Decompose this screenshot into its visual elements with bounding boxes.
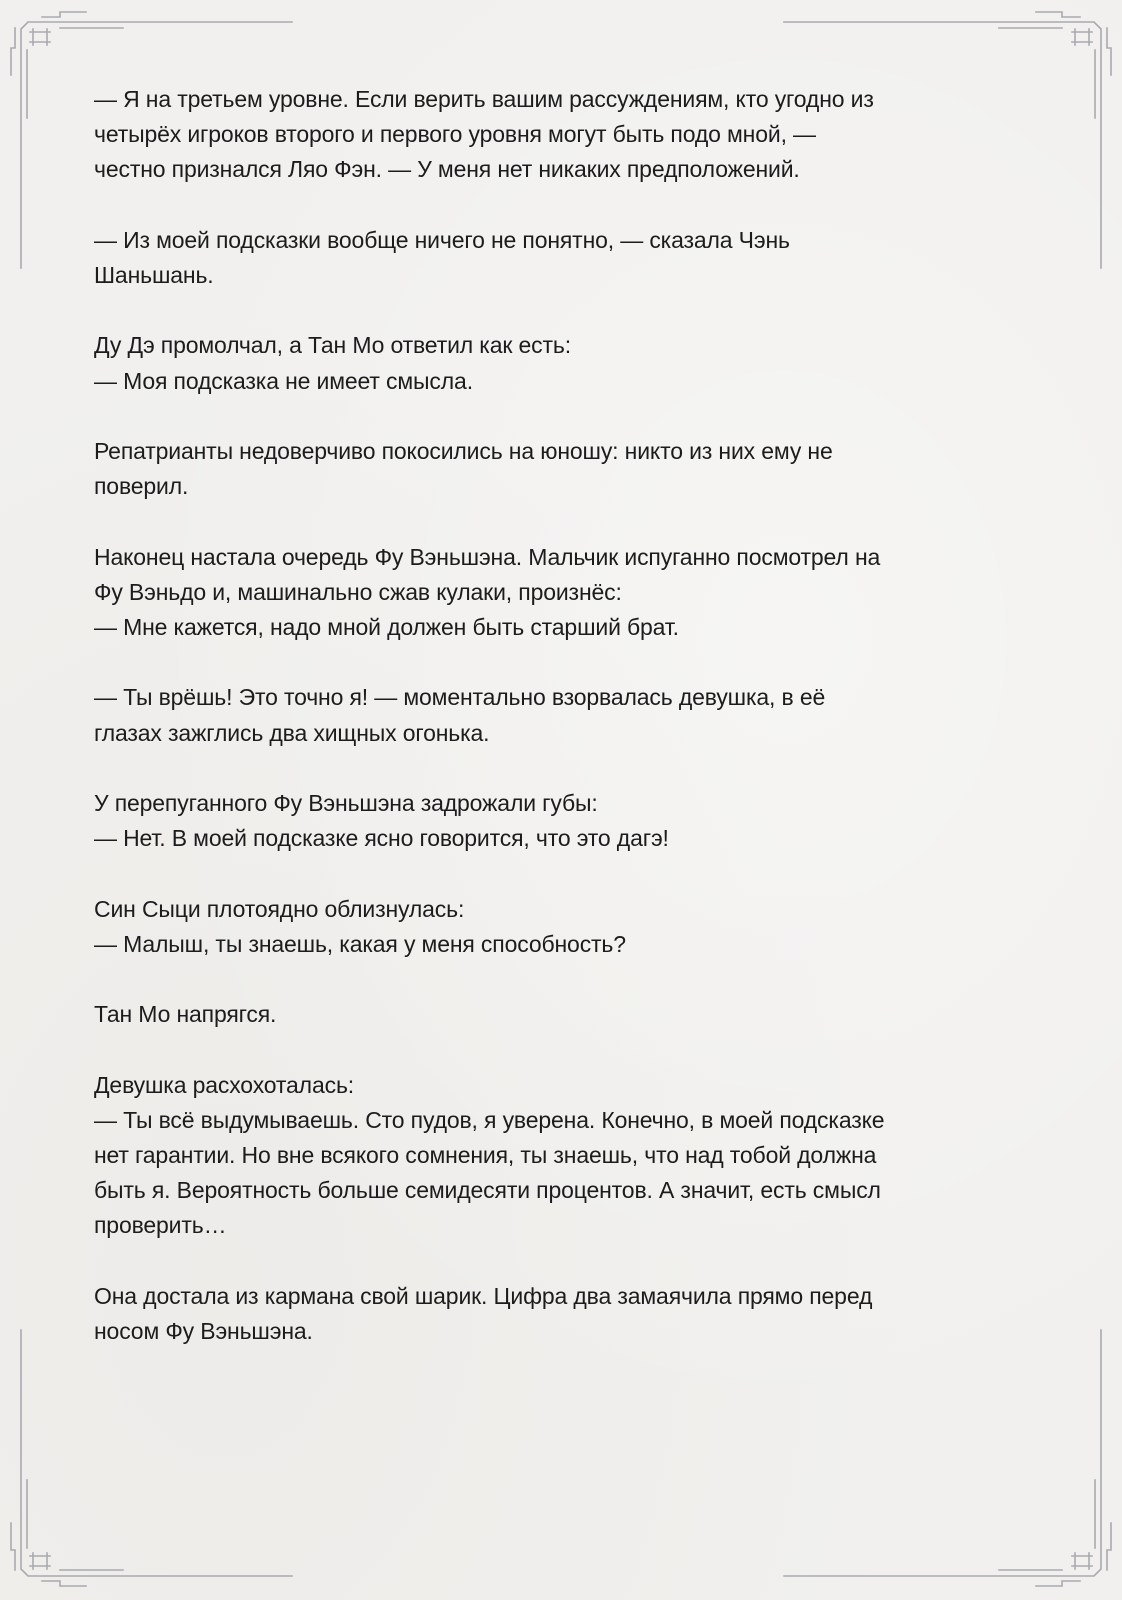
paragraph (94, 1068, 1034, 1244)
text-line: — Я на третьем уровне. Если верить вашим рассуждениям, кто угодно из (94, 86, 874, 112)
text-line: быть я. Вероятность больше семидесяти процентов. А значит, есть смысл (94, 1177, 881, 1204)
paragraph (94, 997, 1034, 1032)
paragraph (94, 328, 1034, 398)
text-line: — Малыш, ты знаешь, какая у меня способность? (94, 930, 626, 957)
paragraph (94, 223, 1034, 293)
text-line: — Ты всё выдумываешь. Сто пудов, я уверена. Конечно, в моей подсказке (94, 1106, 885, 1133)
text-line: — Нет. В моей подсказке ясно говорится, что это дагэ! (94, 825, 669, 852)
text-line: глазах зажглись два хищных огонька. (94, 719, 490, 746)
text-line: поверил. (94, 473, 189, 500)
text-line: Ду Дэ промолчал, а Тан Мо ответил как есть: (94, 332, 571, 359)
paragraph (94, 786, 1034, 856)
paragraph (94, 892, 1034, 962)
document-body (94, 82, 1034, 1384)
text-line: четырёх игроков второго и первого уровня могут быть подо мной, — (94, 121, 816, 148)
text-line: — Ты врёшь! Это точно я! — моментально взорвалась девушка, в её (94, 684, 826, 711)
text-line: Девушка расхохоталась: (94, 1071, 355, 1098)
text-line: Тан Мо напрягся. (94, 1001, 277, 1028)
text-line: Репатрианты недоверчиво покосились на юношу: никто из них ему не (94, 437, 833, 464)
text-line: Син Сыци плотоядно облизнулась: (94, 895, 465, 922)
paragraph (94, 1279, 1034, 1349)
paragraph (94, 680, 1034, 750)
text-line: — Из моей подсказки вообще ничего не понятно, — сказала Чэнь (94, 226, 790, 253)
text-line: Шаньшань. (94, 262, 214, 288)
text-line: — Мне кажется, надо мной должен быть старший брат. (94, 613, 679, 640)
text-line: Наконец настала очередь Фу Вэньшэна. Мальчик испуганно посмотрел на (94, 543, 881, 570)
text-line: честно признался Ляо Фэн. — У меня нет никаких предположений. (94, 156, 800, 183)
paragraph (94, 540, 1034, 646)
paragraph (94, 434, 1034, 504)
paragraph (94, 82, 1034, 188)
text-line: нет гарантии. Но вне всякого сомнения, ты знаешь, что над тобой должна (94, 1141, 877, 1168)
text-line: проверить… (94, 1212, 227, 1239)
text-line: носом Фу Вэньшэна. (94, 1317, 313, 1344)
text-line: У перепуганного Фу Вэньшэна задрожали губы: (94, 789, 598, 816)
text-line: Она достала из кармана свой шарик. Цифра два замаячила прямо перед (94, 1282, 873, 1309)
text-line: Фу Вэньдо и, машинально сжав кулаки, произнёс: (94, 578, 622, 605)
text-line: — Моя подсказка не имеет смысла. (94, 367, 473, 394)
